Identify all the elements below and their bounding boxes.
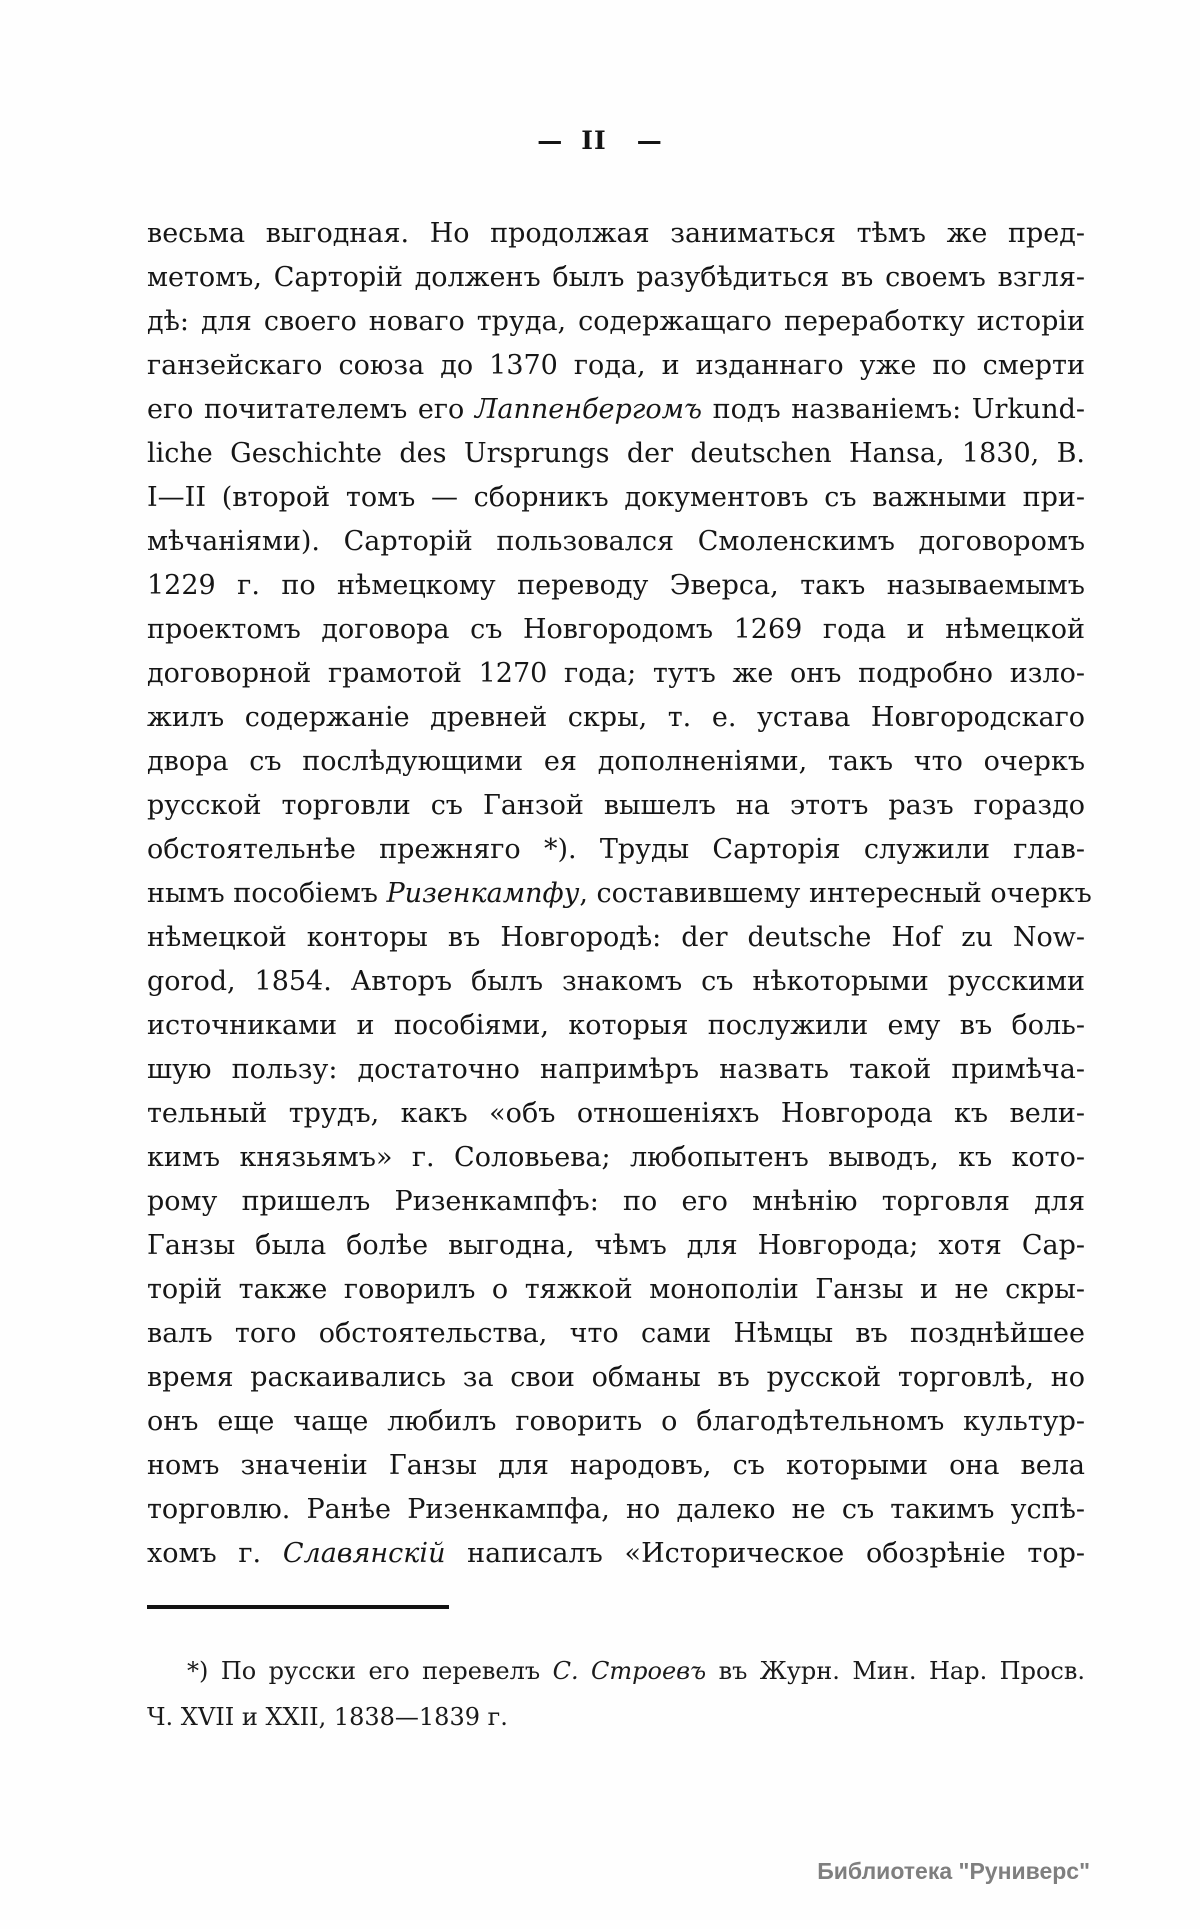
text-line [147, 916, 1085, 960]
text-segment: I—II (второй томъ — сборникъ документовъ съ важными при- [147, 482, 1085, 513]
text-line [147, 476, 1085, 520]
text-line [147, 344, 1085, 388]
text-segment: двора съ послѣдующими ея дополненіями, такъ что очеркъ [147, 746, 1085, 777]
text-segment: нѣмецкой конторы въ Новгородѣ: der deutsche Hof zu Now- [147, 922, 1085, 953]
footnote [147, 1648, 1085, 1740]
text-segment: мѣчаніями). Сарторій пользовался Смоленскимъ договоромъ [147, 526, 1085, 557]
text-line [147, 740, 1085, 784]
text-line [147, 564, 1085, 608]
italic-text-segment: Ризенкампфу [386, 878, 580, 909]
text-line [147, 256, 1085, 300]
text-line [147, 1694, 1085, 1740]
text-segment: жилъ содержаніе древней скры, т. е. устава Новгородскаго [147, 702, 1085, 733]
body-text [147, 212, 1092, 1576]
text-segment: Ганзы была болѣе выгодна, чѣмъ для Новгорода; хотя Сар- [147, 1230, 1085, 1261]
text-line [147, 1136, 1085, 1180]
text-line [147, 828, 1085, 872]
text-segment: , составившему интересный очеркъ [579, 878, 1092, 909]
page-number: II [581, 126, 607, 155]
text-segment: торій также говорилъ о тяжкой монополіи Ганзы и не скры- [147, 1274, 1085, 1305]
text-line [147, 608, 1085, 652]
text-segment: торговлю. Ранѣе Ризенкампфа, но далеко не съ такимъ успѣ- [147, 1494, 1085, 1525]
text-line [147, 1048, 1085, 1092]
italic-text-segment: С. Строевъ [552, 1657, 707, 1685]
text-segment: кимъ князьямъ» г. Соловьева; любопытенъ выводъ, къ кото- [147, 1142, 1085, 1173]
text-segment: liche Geschichte des Ursprungs der deutschen Hansa, 1830, B. [147, 438, 1085, 469]
text-line [147, 1532, 1085, 1576]
text-line [147, 1268, 1085, 1312]
text-segment: весьма выгодная. Но продолжая заниматься тѣмъ же пред- [147, 218, 1085, 249]
italic-text-segment: Славянскій [282, 1538, 446, 1569]
text-line [147, 1224, 1085, 1268]
text-line [147, 1648, 1085, 1694]
text-line [147, 212, 1085, 256]
text-line [147, 696, 1085, 740]
text-line [147, 872, 1092, 916]
text-segment: подъ названіемъ: Urkund- [702, 394, 1085, 425]
text-line [147, 1004, 1085, 1048]
text-segment: Ч. XVII и XXII, 1838—1839 г. [147, 1703, 508, 1731]
footnote-divider-rule [147, 1605, 449, 1609]
text-segment: gorod, 1854. Авторъ былъ знакомъ съ нѣкоторыми русскими [147, 966, 1085, 997]
text-segment: рому пришелъ Ризенкампфъ: по его мнѣнію торговля для [147, 1186, 1085, 1217]
text-segment: обстоятельнѣе прежняго *). Труды Сарторія служили глав- [147, 834, 1085, 865]
text-segment: дѣ: для своего новаго труда, содержащаго переработку исторіи [147, 306, 1085, 337]
text-segment: проектомъ договора съ Новгородомъ 1269 года и нѣмецкой [147, 614, 1085, 645]
text-segment: хомъ г. [147, 1538, 283, 1569]
text-line [147, 520, 1085, 564]
text-segment: 1229 г. по нѣмецкому переводу Эверса, такъ называемымъ [147, 570, 1085, 601]
text-line [147, 388, 1085, 432]
text-line [147, 432, 1085, 476]
text-segment: нымъ пособіемъ [147, 878, 387, 909]
text-segment: тельный трудъ, какъ «объ отношеніяхъ Новгорода къ вели- [147, 1098, 1085, 1129]
text-segment: въ Журн. Мин. Нар. Просв. [706, 1657, 1085, 1685]
header-right-dash: — [636, 126, 663, 155]
text-line [147, 1400, 1085, 1444]
text-line [147, 1444, 1085, 1488]
text-line [147, 1356, 1085, 1400]
text-segment: шую пользу: достаточно напримѣръ назвать такой примѣча- [147, 1054, 1085, 1085]
text-segment: написалъ «Историческое обозрѣніе тор- [445, 1538, 1085, 1569]
text-segment: метомъ, Сарторій долженъ былъ разубѣдиться въ своемъ взгля- [147, 262, 1085, 293]
text-line [147, 1092, 1085, 1136]
text-segment: онъ еще чаще любилъ говорить о благодѣтельномъ культур- [147, 1406, 1085, 1437]
text-line [147, 960, 1085, 1004]
page-number-header [0, 126, 1200, 155]
text-line [147, 652, 1085, 696]
italic-text-segment: Лаппенбергомъ [474, 394, 703, 425]
text-line [147, 784, 1085, 828]
library-watermark: Библиотека "Руниверс" [817, 1858, 1090, 1884]
header-left-dash: — [537, 126, 564, 155]
text-segment: ганзейскаго союза до 1370 года, и изданнаго уже по смерти [147, 350, 1085, 381]
text-segment: валъ того обстоятельства, что сами Нѣмцы въ позднѣйшее [147, 1318, 1085, 1349]
text-segment: его почитателемъ его [147, 394, 475, 425]
text-segment: договорной грамотой 1270 года; тутъ же онъ подробно изло- [147, 658, 1085, 689]
text-line [147, 1180, 1085, 1224]
text-segment: русской торговли съ Ганзой вышелъ на этотъ разъ гораздо [147, 790, 1085, 821]
text-segment: номъ значеніи Ганзы для народовъ, съ которыми она вела [147, 1450, 1085, 1481]
text-segment: источниками и пособіями, которыя послужили ему въ боль- [147, 1010, 1085, 1041]
text-segment: *) По русски его перевелъ [187, 1657, 553, 1685]
text-line [147, 1488, 1085, 1532]
text-line [147, 300, 1085, 344]
text-line [147, 1312, 1085, 1356]
text-segment: время раскаивались за свои обманы въ русской торговлѣ, но [147, 1362, 1085, 1393]
